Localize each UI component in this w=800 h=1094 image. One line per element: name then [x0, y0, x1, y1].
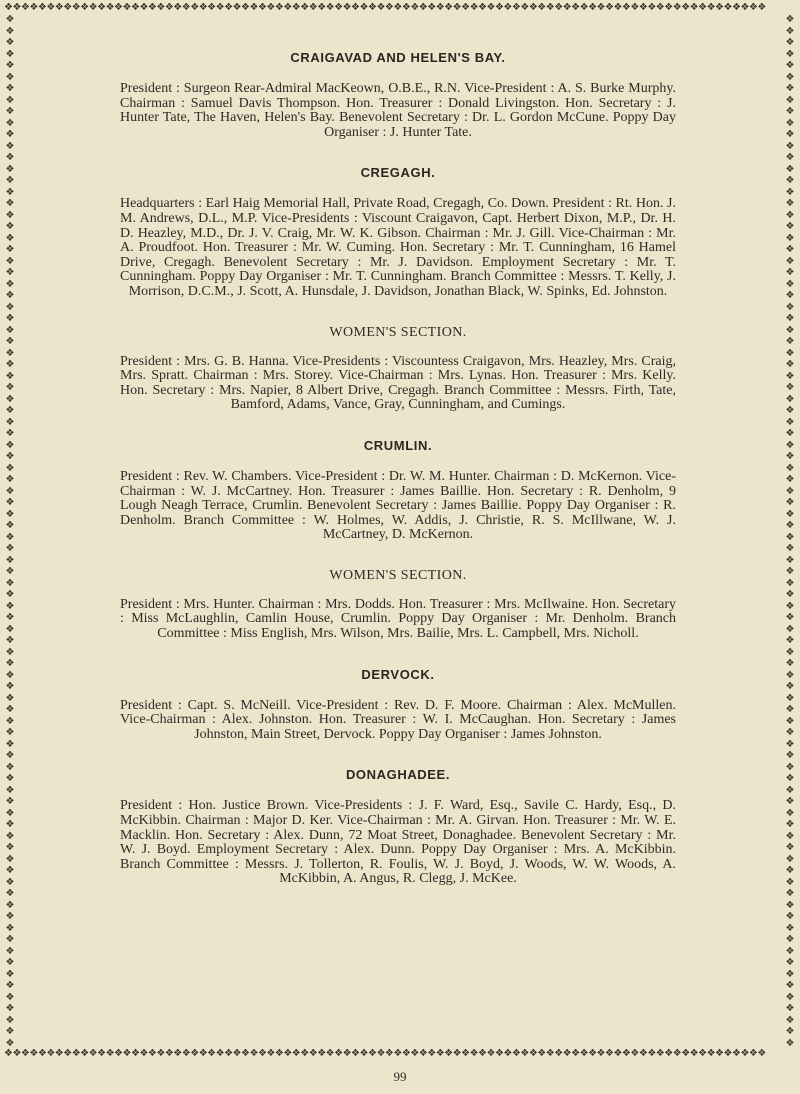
- section-craigavad: [120, 50, 676, 140]
- section-crumlin: [120, 438, 676, 543]
- section-body: Headquarters : Earl Haig Memorial Hall, Private Road, Cregagh, Co. Down. President : Rt. Hon. J. M. Andrews, D.L., M.P. Vice-Presidents : Viscount Craigavon, Capt. Herbert Dixon, M.P., Dr. H. D. Heazley, M.D., Dr. J. V. Craig, Mr. W. K. Gibson. Chairman : Mr. J. Gill. Vice-Chairman : Mr. A. Proudfoot. Hon. Treasurer : Mr. W. Cuming. Hon. Secretary : Mr. T. Cunningham, 16 Hamel Drive, Cregagh. Benevolent Secretary : Mr. J. Davidson. Employment Secretary : Mr. T. Cunningham. Poppy Day Organiser : Mr. T. Cunningham. Branch Committee : Messrs. T. Kelly, J. Morrison, D.C.M., J. Scott, A. Hunsdale, J. Davidson, Jonathan Black, W. Spinks, Ed. Johnston.: [120, 196, 676, 299]
- decorative-border-bottom: ❖❖❖❖❖❖❖❖❖❖❖❖❖❖❖❖❖❖❖❖❖❖❖❖❖❖❖❖❖❖❖❖❖❖❖❖❖❖❖❖❖❖❖❖❖❖❖❖❖❖❖❖❖❖❖❖❖❖❖❖❖❖❖❖❖❖❖❖❖❖❖❖❖❖❖❖❖❖❖❖❖❖❖❖❖❖❖❖❖❖: [4, 1048, 766, 1059]
- section-body: President : Mrs. G. B. Hanna. Vice-Presidents : Viscountess Craigavon, Mrs. Heazley, Mrs. Craig, Mrs. Spratt. Chairman : Mrs. Storey. Vice-Chairman : Mrs. Lynas. Hon. Treasurer : Mrs. Kelly. Hon. Secretary : Mrs. Napier, 8 Albert Drive, Cregagh. Branch Committee : Messrs. Firth, Tate, Bamford, Adams, Vance, Gray, Cunningham, and Cumings.: [120, 353, 676, 413]
- section-heading: CREGAGH.: [360, 165, 436, 181]
- decorative-border-left: ❖❖❖❖❖❖❖❖❖❖❖❖❖❖❖❖❖❖❖❖❖❖❖❖❖❖❖❖❖❖❖❖❖❖❖❖❖❖❖❖❖❖❖❖❖❖❖❖❖❖❖❖❖❖❖❖❖❖❖❖❖❖❖❖❖❖❖❖❖❖❖❖❖❖❖❖❖❖❖❖❖❖❖❖❖❖❖❖❖❖: [5, 14, 15, 1048]
- section-body: President : Rev. W. Chambers. Vice-President : Dr. W. M. Hunter. Chairman : D. McKernon. Vice-Chairman : W. J. McCartney. Hon. Treasurer : James Baillie. Hon. Secretary : R. Denholm, 9 Lough Neagh Terrace, Crumlin. Benevolent Secretary : James Baillie. Poppy Day Organiser : R. Denholm. Branch Committee : W. Holmes, W. Addis, J. Christie, R. S. McIllwane, W. J. McCartney, D. McKernon.: [120, 468, 676, 543]
- section-crumlin-womens: [120, 568, 676, 642]
- section-cregagh: [120, 165, 676, 299]
- section-cregagh-womens: [120, 325, 676, 413]
- section-subheading: WOMEN'S SECTION.: [329, 324, 467, 340]
- decorative-border-right: ❖❖❖❖❖❖❖❖❖❖❖❖❖❖❖❖❖❖❖❖❖❖❖❖❖❖❖❖❖❖❖❖❖❖❖❖❖❖❖❖❖❖❖❖❖❖❖❖❖❖❖❖❖❖❖❖❖❖❖❖❖❖❖❖❖❖❖❖❖❖❖❖❖❖❖❖❖❖❖❖❖❖❖❖❖❖❖❖❖❖: [785, 14, 795, 1048]
- section-body: President : Hon. Justice Brown. Vice-Presidents : J. F. Ward, Esq., Savile C. Hardy, Esq., D. McKibbin. Chairman : Major D. Ker. Vice-Chairman : Mr. A. Girvan. Hon. Treasurer : Mr. W. E. Macklin. Hon. Secretary : Alex. Dunn, 72 Moat Street, Donaghadee. Benevolent Secretary : Mr. W. J. Boyd. Employment Secretary : Alex. Dunn. Poppy Day Organiser : Mrs. A. McKibbin. Branch Committee : Messrs. J. Tollerton, R. Foulis, W. J. Boyd, J. Woods, W. W. Woods, A. McKibbin, A. Angus, R. Clegg, J. McKee.: [120, 798, 676, 887]
- page-number: 99: [393, 1069, 407, 1084]
- section-body: President : Mrs. Hunter. Chairman : Mrs. Dodds. Hon. Treasurer : Mrs. McIlwaine. Hon. Secretary : Miss McLaughlin, Camlin House, Crumlin. Poppy Day Organiser : Mr. Denholm. Branch Committee : Miss English, Mrs. Wilson, Mrs. Bailie, Mrs. L. Campbell, Mrs. Nicholl.: [120, 596, 676, 642]
- section-donaghadee: [120, 767, 676, 887]
- section-heading: DONAGHADEE.: [345, 767, 451, 783]
- decorative-border-top: ❖❖❖❖❖❖❖❖❖❖❖❖❖❖❖❖❖❖❖❖❖❖❖❖❖❖❖❖❖❖❖❖❖❖❖❖❖❖❖❖❖❖❖❖❖❖❖❖❖❖❖❖❖❖❖❖❖❖❖❖❖❖❖❖❖❖❖❖❖❖❖❖❖❖❖❖❖❖❖❖❖❖❖❖❖❖❖❖❖❖: [4, 2, 766, 13]
- page-content: [120, 50, 676, 912]
- section-subheading: WOMEN'S SECTION.: [329, 567, 467, 583]
- section-body: President : Capt. S. McNeill. Vice-President : Rev. D. F. Moore. Chairman : Alex. McMullen. Vice-Chairman : Alex. Johnston. Hon. Treasurer : W. I. McCaughan. Hon. Secretary : James Johnston, Main Street, Dervock. Poppy Day Organiser : James Johnston.: [120, 697, 676, 742]
- section-body: President : Surgeon Rear-Admiral MacKeown, O.B.E., R.N. Vice-President : A. S. Burke Murphy. Chairman : Samuel Davis Thompson. Hon. Treasurer : Donald Livingston. Hon. Secretary : J. Hunter Tate, The Haven, Helen's Bay. Benevolent Secretary : Dr. L. Gordon McCune. Poppy Day Organiser : J. Hunter Tate.: [120, 81, 676, 140]
- section-heading: CRUMLIN.: [363, 437, 433, 453]
- section-heading: DERVOCK.: [361, 666, 435, 682]
- section-heading: CRAIGAVAD AND HELEN'S BAY.: [290, 50, 506, 65]
- section-dervock: [120, 667, 676, 743]
